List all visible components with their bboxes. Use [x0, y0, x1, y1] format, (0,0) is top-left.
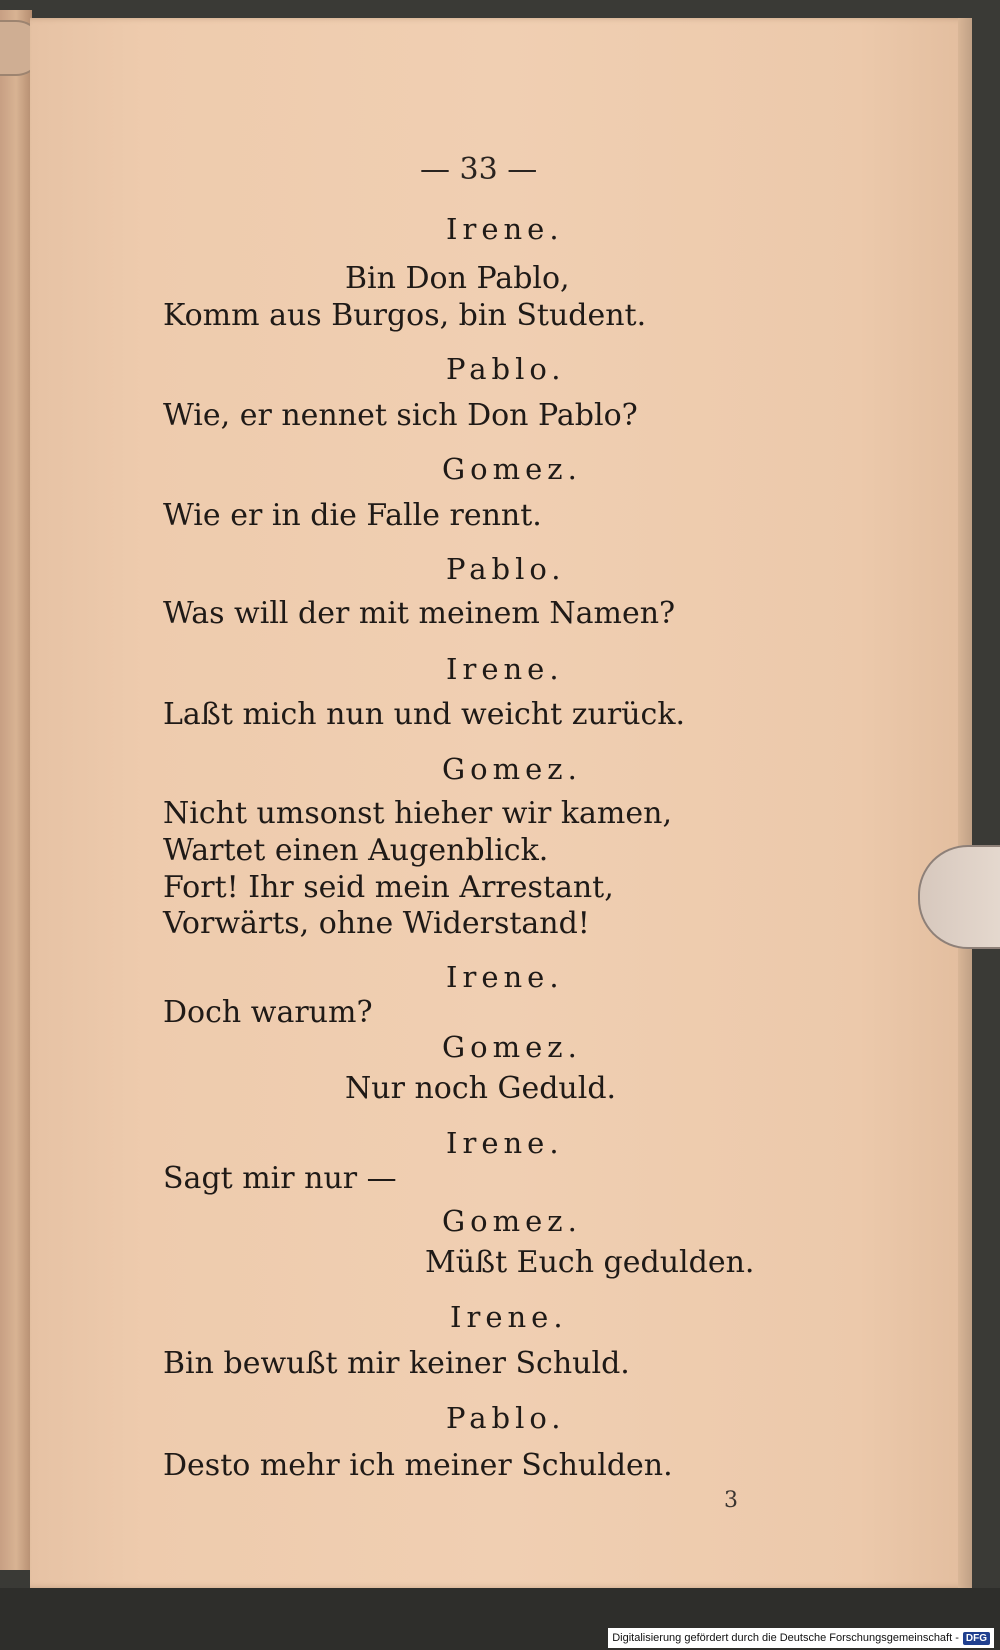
speaker-name: Irene.	[450, 1300, 568, 1334]
verse-line: Laßt mich nun und weicht zurück.	[163, 697, 686, 732]
page-edge	[958, 18, 972, 1588]
speaker-name: Pablo.	[446, 1401, 566, 1435]
digitization-credit	[608, 1628, 994, 1648]
verse-line: Komm aus Burgos, bin Student.	[163, 298, 647, 333]
verse-line: Nicht umsonst hieher wir kamen,	[163, 796, 672, 831]
book-spine	[0, 10, 32, 1570]
signature-mark: 3	[724, 1488, 738, 1513]
verse-line: Doch warum?	[163, 995, 373, 1030]
verse-line: Müßt Euch gedulden.	[425, 1245, 755, 1280]
page-number: — 33 —	[420, 152, 538, 187]
speaker-name: Irene.	[446, 960, 564, 994]
verse-line: Fort! Ihr seid mein Arrestant,	[163, 870, 614, 905]
speaker-name: Pablo.	[446, 352, 566, 386]
verse-line: Sagt mir nur —	[163, 1161, 397, 1196]
verse-line: Bin Don Pablo,	[345, 261, 570, 296]
verse-line: Was will der mit meinem Namen?	[163, 596, 676, 631]
speaker-name: Irene.	[446, 1126, 564, 1160]
credit-text: Digitalisierung gefördert durch die Deutsche Forschungsgemeinschaft -	[612, 1632, 959, 1644]
speaker-name: Pablo.	[446, 552, 566, 586]
verse-line: Vorwärts, ohne Widerstand!	[163, 906, 590, 941]
speaker-name: Gomez.	[442, 1204, 582, 1238]
dfg-logo: DFG	[963, 1632, 990, 1645]
verse-line: Desto mehr ich meiner Schulden.	[163, 1448, 673, 1483]
speaker-name: Gomez.	[442, 452, 582, 486]
speaker-name: Irene.	[446, 652, 564, 686]
speaker-name: Gomez.	[442, 1030, 582, 1064]
verse-line: Wartet einen Augenblick.	[163, 833, 549, 868]
verse-line: Wie, er nennet sich Don Pablo?	[163, 398, 638, 433]
speaker-name: Gomez.	[442, 752, 582, 786]
verse-line: Wie er in die Falle rennt.	[163, 498, 542, 533]
verse-line: Nur noch Geduld.	[345, 1071, 617, 1106]
speaker-name: Irene.	[446, 212, 564, 246]
verse-line: Bin bewußt mir keiner Schuld.	[163, 1346, 630, 1381]
